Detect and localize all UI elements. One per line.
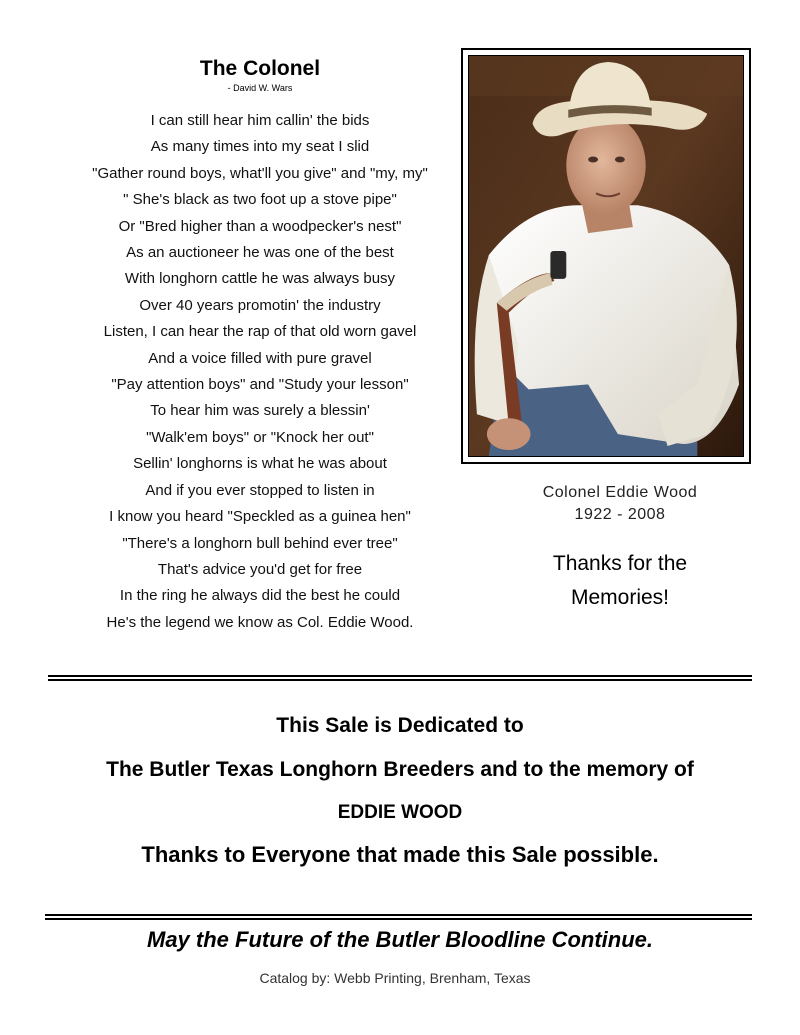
photo-caption-name: Colonel Eddie Wood <box>542 484 698 501</box>
poem-line: "Pay attention boys" and "Study your lesson" <box>111 376 409 394</box>
portrait-illustration <box>469 56 743 456</box>
poem-line: As an auctioneer he was one of the best <box>126 244 394 262</box>
thanks-line-1: Thanks for the <box>552 552 688 575</box>
poem-line: In the ring he always did the best he could <box>119 587 401 605</box>
poem <box>40 56 480 636</box>
poem-line: To hear him was surely a blessin' <box>150 402 370 420</box>
poem-author: - David W. Wars <box>227 83 293 93</box>
poem-line: "Walk'em boys" or "Knock her out" <box>146 428 374 446</box>
dedication-line-2: The Butler Texas Longhorn Breeders and to the memory of <box>106 758 694 781</box>
poem-line: I can still hear him callin' the bids <box>150 112 370 129</box>
catalog-credit: Catalog by: Webb Printing, Brenham, Texas <box>259 970 531 986</box>
portrait-photo <box>468 55 744 457</box>
portrait-photo-frame <box>461 48 751 464</box>
poem-line: I know you heard "Speckled as a guinea hen" <box>109 508 411 526</box>
poem-line: And if you ever stopped to listen in <box>145 481 375 499</box>
poem-line: That's advice you'd get for free <box>157 560 363 578</box>
poem-line: "There's a longhorn bull behind ever tree" <box>122 534 398 552</box>
divider-top <box>48 675 752 681</box>
poem-title: The Colonel <box>199 57 321 80</box>
motto: May the Future of the Butler Bloodline Continue. <box>147 927 653 952</box>
poem-line: Listen, I can hear the rap of that old worn gavel <box>103 323 417 341</box>
poem-line: And a voice filled with pure gravel <box>148 349 372 367</box>
thanks-line-2: Memories! <box>570 586 670 609</box>
poem-line: With longhorn cattle he was always busy <box>124 270 396 288</box>
poem-line: He's the legend we know as Col. Eddie Wood. <box>106 613 414 631</box>
poem-lines <box>40 108 480 636</box>
dedication-line-1: This Sale is Dedicated to <box>276 714 524 737</box>
poem-line: Over 40 years promotin' the industry <box>139 296 381 314</box>
poem-line: " She's black as two foot up a stove pipe" <box>123 191 397 209</box>
poem-line: "Gather round boys, what'll you give" and "my, my" <box>92 164 428 182</box>
poem-line: Or "Bred higher than a woodpecker's nest" <box>118 217 402 235</box>
divider-bottom <box>45 914 752 920</box>
photo-caption-years: 1922 - 2008 <box>574 506 666 523</box>
poem-line: Sellin' longhorns is what he was about <box>133 455 387 473</box>
dedication-honoree: EDDIE WOOD <box>337 802 463 823</box>
poem-line: As many times into my seat I slid <box>150 138 370 156</box>
dedication-thanks: Thanks to Everyone that made this Sale possible. <box>141 842 659 867</box>
